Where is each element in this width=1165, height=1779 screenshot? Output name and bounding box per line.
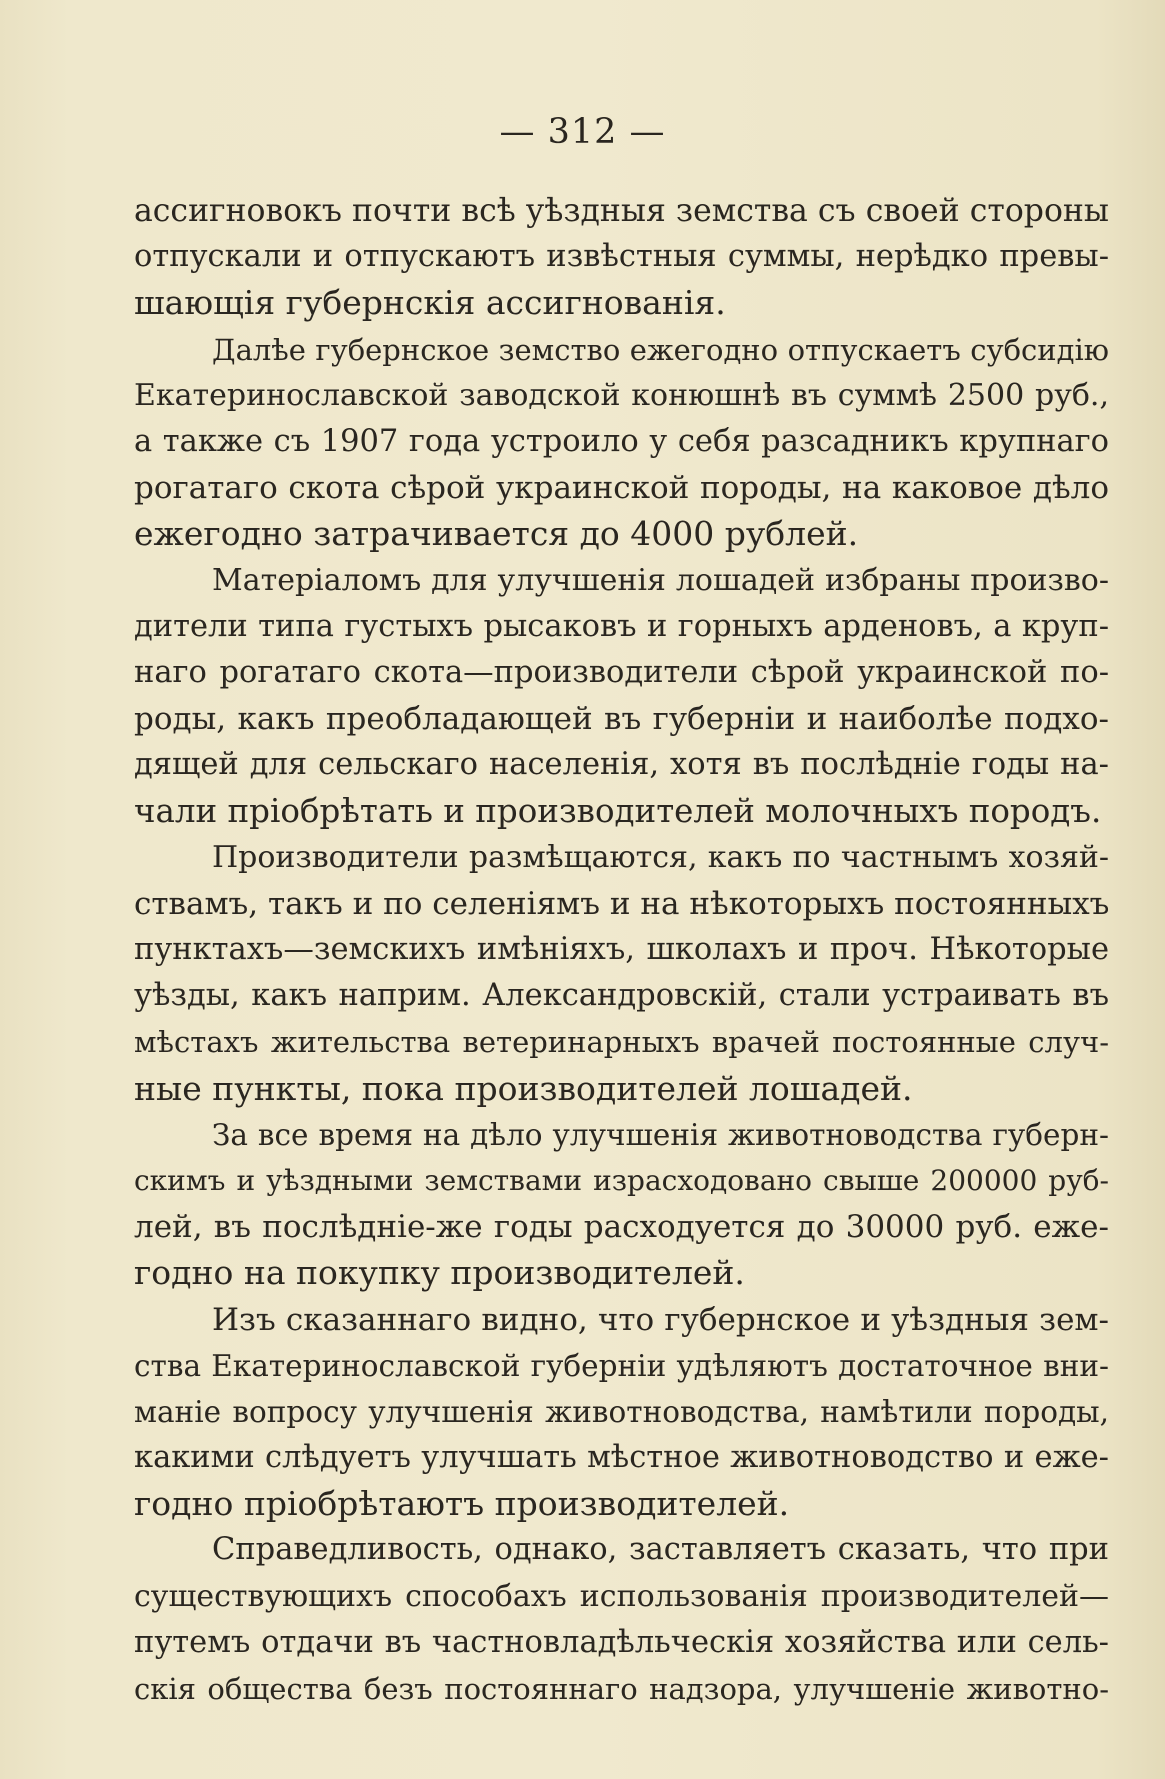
text-line: уѣзды, какъ наприм. Александровскій, стали устраивать въ: [134, 978, 1109, 1014]
paragraph: [134, 1297, 1109, 1528]
page-number: — 312 —: [499, 112, 666, 152]
text-line: мѣстахъ жительства ветеринарныхъ врачей постоянные случ-: [134, 1025, 1109, 1060]
text-line: Екатеринославской заводской конюшнѣ въ суммѣ 2500 руб.,: [134, 377, 1109, 413]
text-line: лей, въ послѣдніе-же годы расходуется до 30000 руб. еже-: [134, 1209, 1109, 1246]
text-line: ствамъ, такъ и по селеніямъ и на нѣкоторыхъ постоянныхъ: [134, 885, 1110, 922]
paragraph: [134, 835, 1109, 1112]
text-line: Производители размѣщаются, какъ по частнымъ хозяй-: [212, 839, 1109, 875]
text-line: путемъ отдачи въ частновладѣльческія хозяйства или сель-: [134, 1624, 1109, 1660]
text-line: скія общества безъ постояннаго надзора, улучшеніе животно-: [134, 1672, 1109, 1706]
text-line: рогатаго скота сѣрой украинской породы, на каковое дѣло: [134, 470, 1109, 507]
text-line: скимъ и уѣздными земствами израсходовано свыше 200000 руб-: [134, 1163, 1109, 1197]
text-line: За все время на дѣло улучшенія животноводства губерн-: [212, 1117, 1109, 1152]
text-line: годно пріобрѣтаютъ производителей.: [134, 1484, 790, 1524]
text-line: пунктахъ—земскихъ имѣніяхъ, школахъ и проч. Нѣкоторые: [134, 932, 1109, 967]
text-line: а также съ 1907 года устроило у себя разсадникъ крупнаго: [134, 423, 1109, 459]
paragraph: [134, 558, 1109, 835]
text-line: какими слѣдуетъ улучшать мѣстное животноводство и еже-: [134, 1440, 1109, 1476]
body-text: [134, 188, 1109, 1712]
text-line: Далѣе губернское земство ежегодно отпускаетъ субсидію: [212, 332, 1109, 367]
text-line: существующихъ способахъ использованія производителей—: [134, 1578, 1109, 1614]
paragraph: [134, 1527, 1109, 1712]
text-line: отпускали и отпускаютъ извѣстныя суммы, нерѣдко превы-: [134, 239, 1109, 275]
text-line: роды, какъ преобладающей въ губерніи и наиболѣе подхо-: [134, 701, 1109, 738]
text-line: ежегодно затрачивается до 4000 рублей.: [134, 514, 859, 554]
paragraph: [134, 1112, 1109, 1297]
text-line: чали пріобрѣтать и производителей молочныхъ породъ.: [134, 792, 1102, 831]
text-line: Справедливость, однако, заставляетъ сказать, что при: [212, 1532, 1109, 1568]
text-line: годно на покупку производителей.: [134, 1253, 745, 1293]
text-line: наго рогатаго скота—производители сѣрой украинской по-: [134, 654, 1109, 690]
text-line: ные пункты, пока производителей лошадей.: [134, 1068, 913, 1108]
text-line: ассигновокъ почти всѣ уѣздныя земства съ своей стороны: [134, 193, 1109, 229]
paragraph: [134, 327, 1109, 558]
paragraph: [134, 188, 1109, 327]
text-line: Изъ сказаннаго видно, что губернское и уѣздныя зем-: [212, 1301, 1109, 1338]
text-line: Матеріаломъ для улучшенія лошадей избраны произво-: [212, 562, 1109, 598]
text-line: дящей для сельскаго населенія, хотя въ послѣдніе годы на-: [134, 747, 1109, 783]
text-line: маніе вопросу улучшенія животноводства, намѣтили породы,: [134, 1394, 1109, 1429]
text-line: дители типа густыхъ рысаковъ и горныхъ арденовъ, а круп-: [134, 608, 1109, 644]
text-line: шающія губернскія ассигнованія.: [134, 283, 726, 323]
text-line: ства Екатеринославской губерніи удѣляютъ достаточное вни-: [134, 1348, 1109, 1383]
